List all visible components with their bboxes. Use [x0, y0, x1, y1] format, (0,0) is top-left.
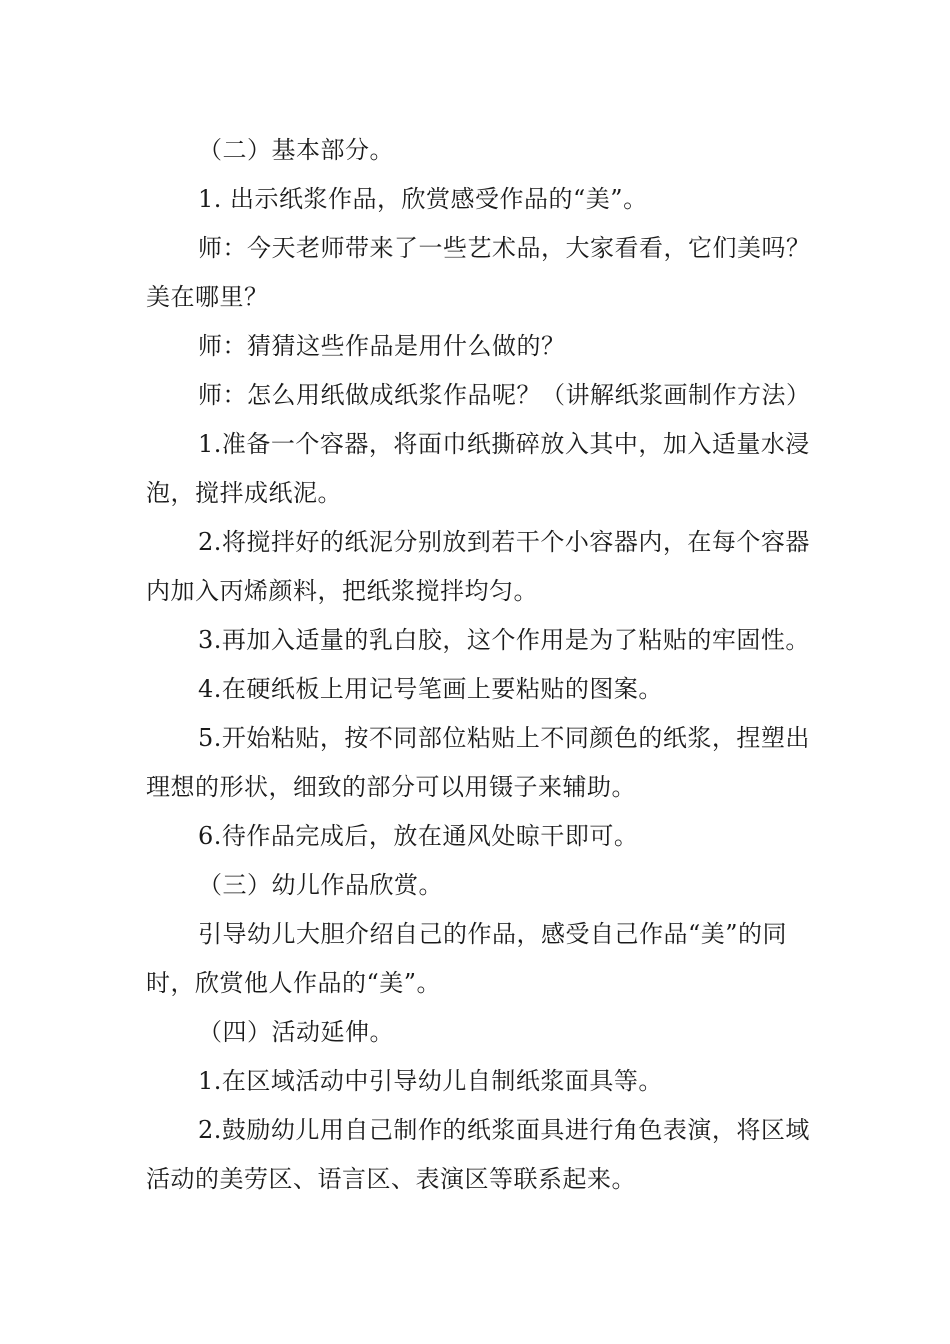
paragraph-extension-2: 2.鼓励幼儿用自己制作的纸浆面具进行角色表演，将区域活动的美劳区、语言区、表演区等联系起来。 [146, 1116, 810, 1193]
paragraph-teacher-question-1: 师：今天老师带来了一些艺术品，大家看看，它们美吗？美在哪里？ [146, 234, 811, 311]
paragraph-teacher-question-3: 师：怎么用纸做成纸浆作品呢？（讲解纸浆画制作方法） [198, 381, 811, 409]
paragraph-method-step-5: 5.开始粘贴，按不同部位粘贴上不同颜色的纸浆，捏塑出理想的形状，细致的部分可以用镊子来辅助。 [146, 724, 810, 801]
paragraph-appreciation: 引导幼儿大胆介绍自己的作品，感受自己作品“美”的同时，欣赏他人作品的“美”。 [146, 920, 788, 997]
paragraph-method-step-1: 1.准备一个容器，将面巾纸撕碎放入其中，加入适量水浸泡，搅拌成纸泥。 [146, 430, 810, 507]
document-body [146, 126, 814, 1204]
section-heading-basic: （二）基本部分。 [198, 136, 394, 164]
paragraph-method-step-3: 3.再加入适量的乳白胶，这个作用是为了粘贴的牢固性。 [198, 626, 810, 654]
paragraph-method-step-4: 4.在硬纸板上用记号笔画上要粘贴的图案。 [198, 675, 663, 703]
paragraph-method-step-6: 6.待作品完成后，放在通风处晾干即可。 [198, 822, 639, 850]
paragraph-extension-1: 1.在区域活动中引导幼儿自制纸浆面具等。 [198, 1067, 663, 1095]
paragraph-step-1-show-works: 1. 出示纸浆作品，欣赏感受作品的“美”。 [198, 185, 648, 213]
paragraph-method-step-2: 2.将搅拌好的纸泥分别放到若干个小容器内，在每个容器内加入丙烯颜料，把纸浆搅拌均匀。 [146, 528, 810, 605]
paragraph-teacher-question-2: 师：猜猜这些作品是用什么做的？ [198, 332, 566, 360]
section-heading-appreciation: （三）幼儿作品欣赏。 [198, 871, 443, 899]
section-heading-extension: （四）活动延伸。 [198, 1018, 394, 1046]
